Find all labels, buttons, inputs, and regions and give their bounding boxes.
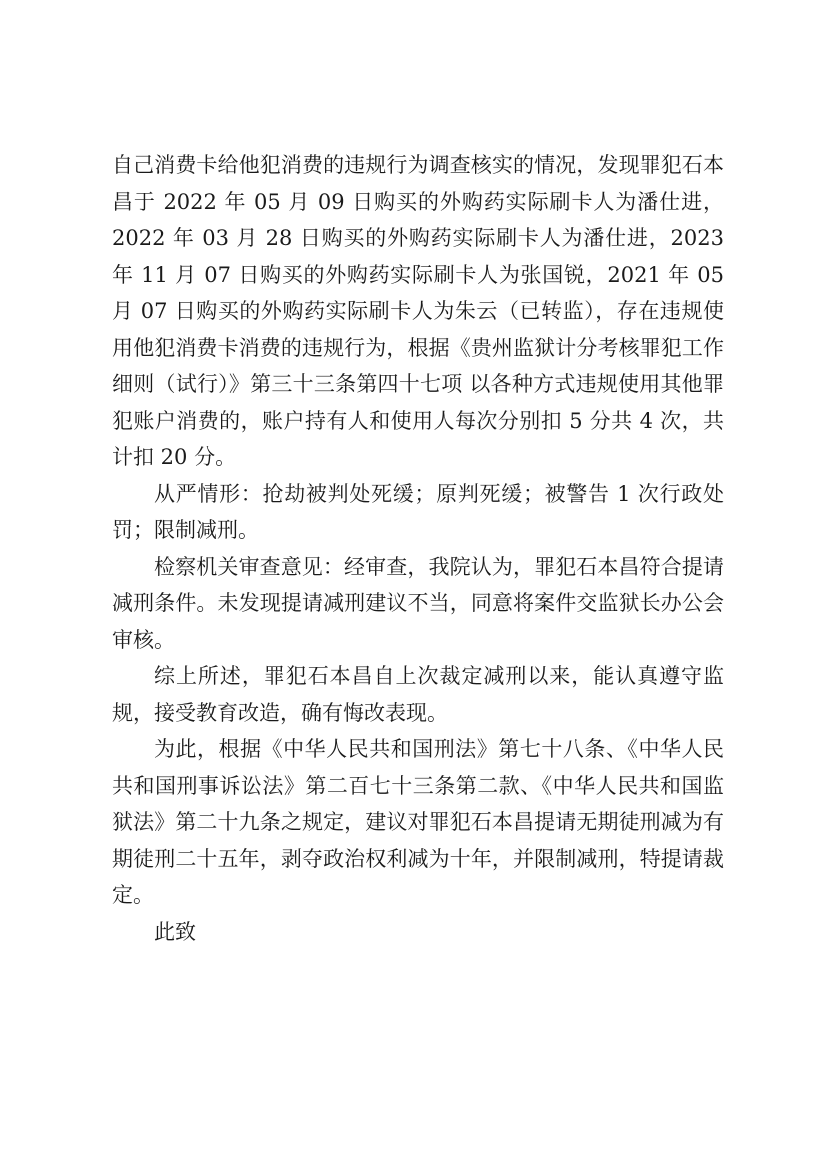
paragraph-procuratorate-opinion: 检察机关审查意见：经审查，我院认为，罪犯石本昌符合提请减刑条件。未发现提请减刑建议不当，同意将案件交监狱长办公会审核。 xyxy=(112,554,724,652)
paragraph-aggravating-circumstances: 从严情形：抢劫被判处死缓；原判死缓；被警告 1 次行政处罚；限制减刑。 xyxy=(112,481,724,542)
paragraph-violation-findings: 自己消费卡给他犯消费的违规行为调查核实的情况，发现罪犯石本昌于 2022 年 05 月 09 日购买的外购药实际刷卡人为潘仕进，2022 年 03 月 28 日购买的外购药实际刷卡人为潘仕进，2023 年 11 月 07 日购买的外购药实际刷卡人为张国锐，2021 年 05 月 07 日购买的外购药实际刷卡人为朱云（已转监），存在违规使用他犯消费卡消费的违规行为，根据《贵州监狱计分考核罪犯工作细则（试行）》第三十三条第四十七项 以各种方式违规使用其他罪犯账户消费的，账户持有人和使用人每次分别扣 5 分共 4 次，共计扣 20 分。 xyxy=(112,153,724,469)
paragraph-summary: 综上所述，罪犯石本昌自上次裁定减刑以来，能认真遵守监规，接受教育改造，确有悔改表现。 xyxy=(112,664,724,725)
paragraph-salutation: 此致 xyxy=(154,919,196,944)
document-body xyxy=(112,147,724,950)
paragraph-legal-basis-proposal: 为此，根据《中华人民共和国刑法》第七十八条、《中华人民共和国刑事诉讼法》第二百七十三条第二款、《中华人民共和国监狱法》第二十九条之规定，建议对罪犯石本昌提请无期徒刑减为有期徒刑二十五年，剥夺政治权利减为十年，并限制减刑，特提请裁定。 xyxy=(112,737,724,907)
